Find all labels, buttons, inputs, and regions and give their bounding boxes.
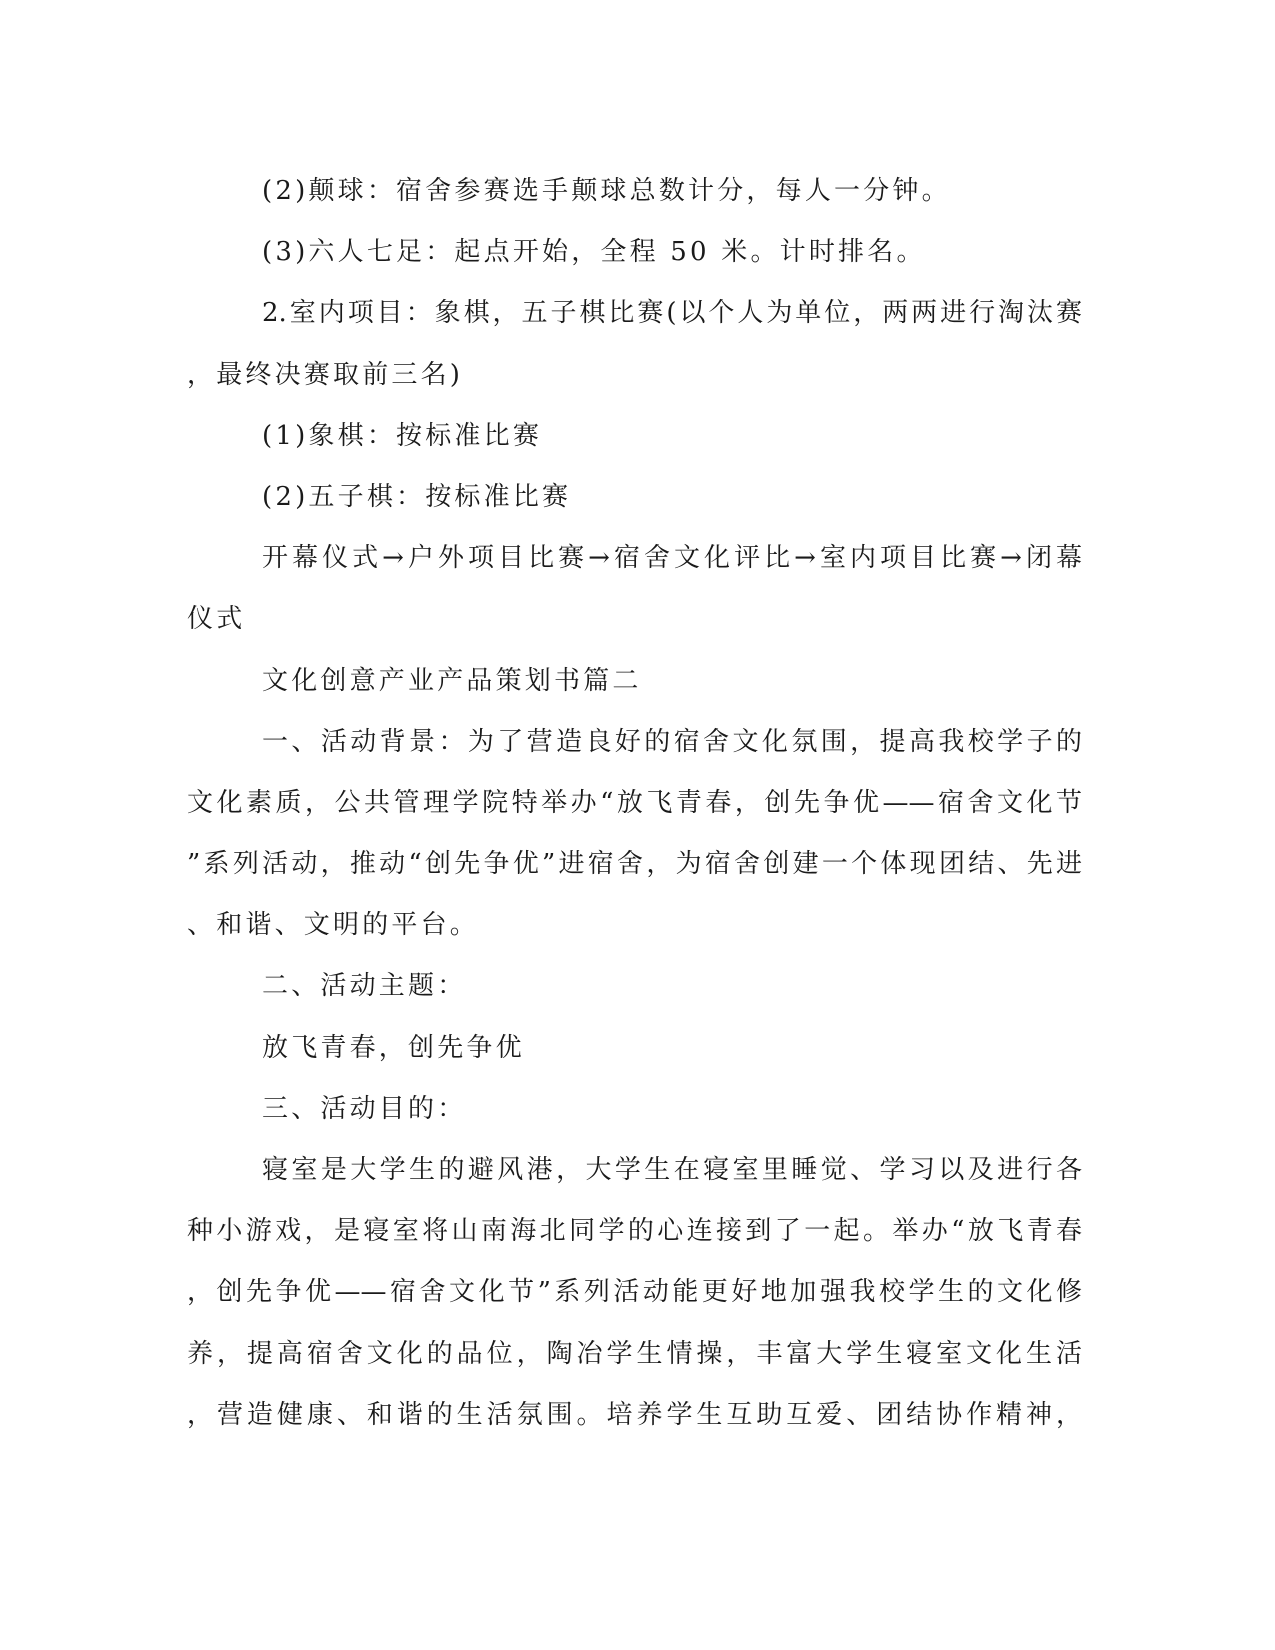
- text-line: (2)五子棋：按标准比赛: [262, 481, 572, 512]
- text-line: 文化素质，公共管理学院特举办“放飞青春，创先争优——宿舍文化节: [187, 787, 1082, 818]
- text-line: (3)六人七足：起点开始，全程 50 米。计时排名。: [262, 237, 926, 268]
- text-line: ”系列活动，推动“创先争优”进宿舍，为宿舍创建一个体现团结、先进: [187, 849, 1082, 880]
- text-line: 放飞青春，创先争优: [262, 1032, 525, 1063]
- text-line: 2.室内项目：象棋，五子棋比赛(以个人为单位，两两进行淘汰赛: [262, 298, 1082, 329]
- section-title: 文化创意产业产品策划书篇二: [262, 665, 642, 696]
- heading-theme: 二、活动主题：: [262, 971, 467, 1002]
- text-line: 、和谐、文明的平台。: [187, 910, 480, 941]
- text-line: 寝室是大学生的避风港，大学生在寝室里睡觉、学习以及进行各: [262, 1155, 1082, 1185]
- text-line: 仪式: [187, 604, 246, 635]
- text-line: 种小游戏，是寝室将山南海北同学的心连接到了一起。举办“放飞青春: [187, 1216, 1082, 1247]
- heading-purpose: 三、活动目的：: [262, 1093, 467, 1124]
- text-line: ，营造健康、和谐的生活氛围。培养学生互助互爱、团结协作精神，: [187, 1399, 1082, 1430]
- text-line: (2)颠球：宿舍参赛选手颠球总数计分，每人一分钟。: [262, 176, 951, 206]
- document-body: [187, 161, 1082, 1446]
- text-line: (1)象棋：按标准比赛: [262, 420, 543, 451]
- text-line: 养，提高宿舍文化的品位，陶冶学生情操，丰富大学生寝室文化生活: [187, 1338, 1082, 1369]
- text-line: ，最终决赛取前三名): [187, 359, 464, 390]
- text-line: 开幕仪式→户外项目比赛→宿舍文化评比→室内项目比赛→闭幕: [262, 543, 1082, 574]
- text-line: ，创先争优——宿舍文化节”系列活动能更好地加强我校学生的文化修: [187, 1277, 1082, 1308]
- text-line: 一、活动背景：为了营造良好的宿舍文化氛围，提高我校学子的: [262, 726, 1082, 757]
